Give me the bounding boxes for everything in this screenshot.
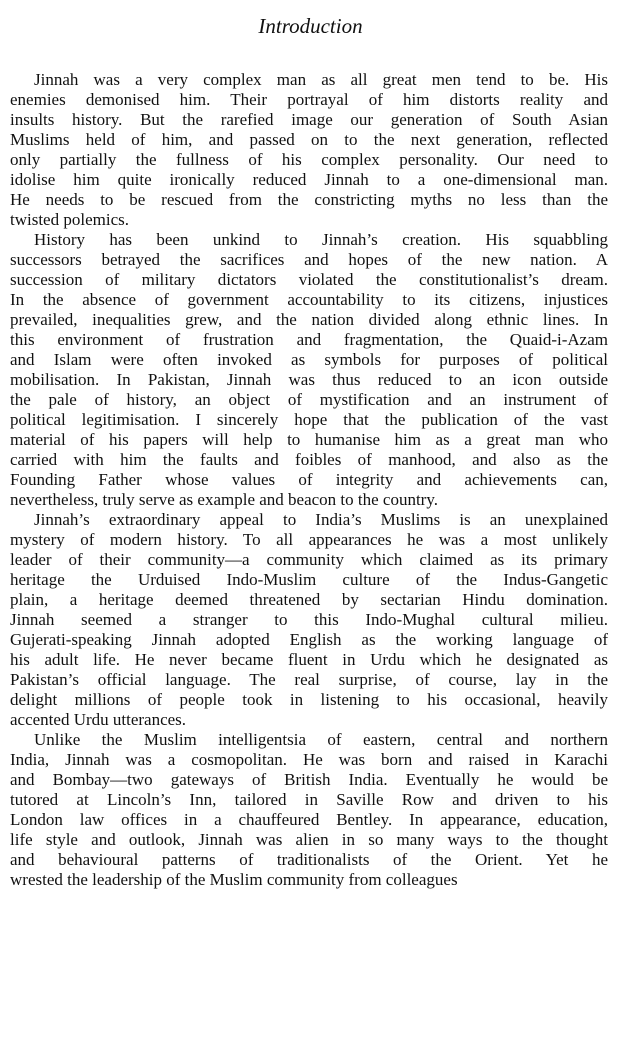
text-line: Pakistan’s official language. The real surprise, of course, lay in the — [10, 670, 608, 689]
text-line: mobilisation. In Pakistan, Jinnah was thus reduced to an icon outside — [10, 370, 608, 389]
body-text — [10, 70, 608, 890]
text-line: plain, a heritage deemed threatened by sectarian Hindu domination. — [10, 590, 608, 609]
text-line: In the absence of government accountability to its citizens, injustices — [10, 290, 608, 309]
text-line: his adult life. He never became fluent in Urdu which he designated as — [10, 650, 608, 669]
text-line: twisted polemics. — [10, 210, 129, 229]
text-line: delight millions of people took in listening to his occasional, heavily — [10, 690, 608, 709]
paragraph-3 — [10, 510, 608, 730]
text-line: mystery of modern history. To all appearances he was a most unlikely — [10, 530, 608, 549]
text-line: London law offices in a chauffeured Bentley. In appearance, education, — [10, 810, 608, 829]
text-line: successors betrayed the sacrifices and hopes of the new nation. A — [10, 250, 608, 269]
text-line: carried with him the faults and foibles of manhood, and also as the — [10, 450, 608, 469]
text-line: nevertheless, truly serve as example and beacon to the country. — [10, 490, 438, 509]
text-line: History has been unkind to Jinnah’s creation. His squabbling — [34, 230, 608, 249]
text-line: heritage the Urduised Indo-Muslim culture of the Indus-Gangetic — [10, 570, 608, 589]
text-line: Jinnah seemed a stranger to this Indo-Mughal cultural milieu. — [10, 610, 608, 629]
text-line: insults history. But the rarefied image our generation of South Asian — [10, 110, 608, 129]
text-line: material of his papers will help to humanise him as a great man who — [10, 430, 608, 449]
paragraph-1 — [10, 70, 608, 230]
text-line: India, Jinnah was a cosmopolitan. He was born and raised in Karachi — [10, 750, 608, 769]
text-line: accented Urdu utterances. — [10, 710, 187, 729]
text-line: Muslims held of him, and passed on to the next generation, reflected — [10, 130, 608, 149]
text-line: enemies demonised him. Their portrayal of him distorts reality and — [10, 90, 608, 109]
text-line: only partially the fullness of his complex personality. Our need to — [10, 150, 608, 169]
text-line: Founding Father whose values of integrity and achievements can, — [10, 470, 608, 489]
text-line: tutored at Lincoln’s Inn, tailored in Saville Row and driven to his — [10, 790, 608, 809]
text-line: He needs to be rescued from the constricting myths no less than the — [10, 190, 608, 209]
paragraph-2 — [10, 230, 608, 510]
text-line: and Bombay—two gateways of British India. Eventually he would be — [10, 770, 608, 789]
text-line: and Islam were often invoked as symbols for purposes of political — [10, 350, 608, 369]
text-line: this environment of frustration and fragmentation, the Quaid-i-Azam — [10, 330, 608, 349]
paragraph-4 — [10, 730, 608, 890]
text-line: wrested the leadership of the Muslim community from colleagues — [10, 870, 458, 889]
text-line: Jinnah’s extraordinary appeal to India’s Muslims is an unexplained — [34, 510, 608, 529]
text-line: Unlike the Muslim intelligentsia of eastern, central and northern — [34, 730, 608, 749]
text-line: political legitimisation. I sincerely hope that the publication of the vast — [10, 410, 608, 429]
text-line: life style and outlook, Jinnah was alien in so many ways to the thought — [10, 830, 608, 849]
text-line: leader of their community—a community which claimed as its primary — [10, 550, 608, 569]
text-line: and behavioural patterns of traditionalists of the Orient. Yet he — [10, 850, 608, 869]
text-line: Gujerati-speaking Jinnah adopted English as the working language of — [10, 630, 608, 649]
text-line: prevailed, inequalities grew, and the nation divided along ethnic lines. In — [10, 310, 608, 329]
running-head-title: Introduction — [258, 14, 363, 38]
text-line: the pale of history, an object of mystification and an instrument of — [10, 390, 608, 409]
text-line: idolise him quite ironically reduced Jinnah to a one-dimensional man. — [10, 170, 608, 189]
text-line: Jinnah was a very complex man as all great men tend to be. His — [34, 70, 608, 89]
text-line: succession of military dictators violated the constitutionalist’s dream. — [10, 270, 608, 289]
